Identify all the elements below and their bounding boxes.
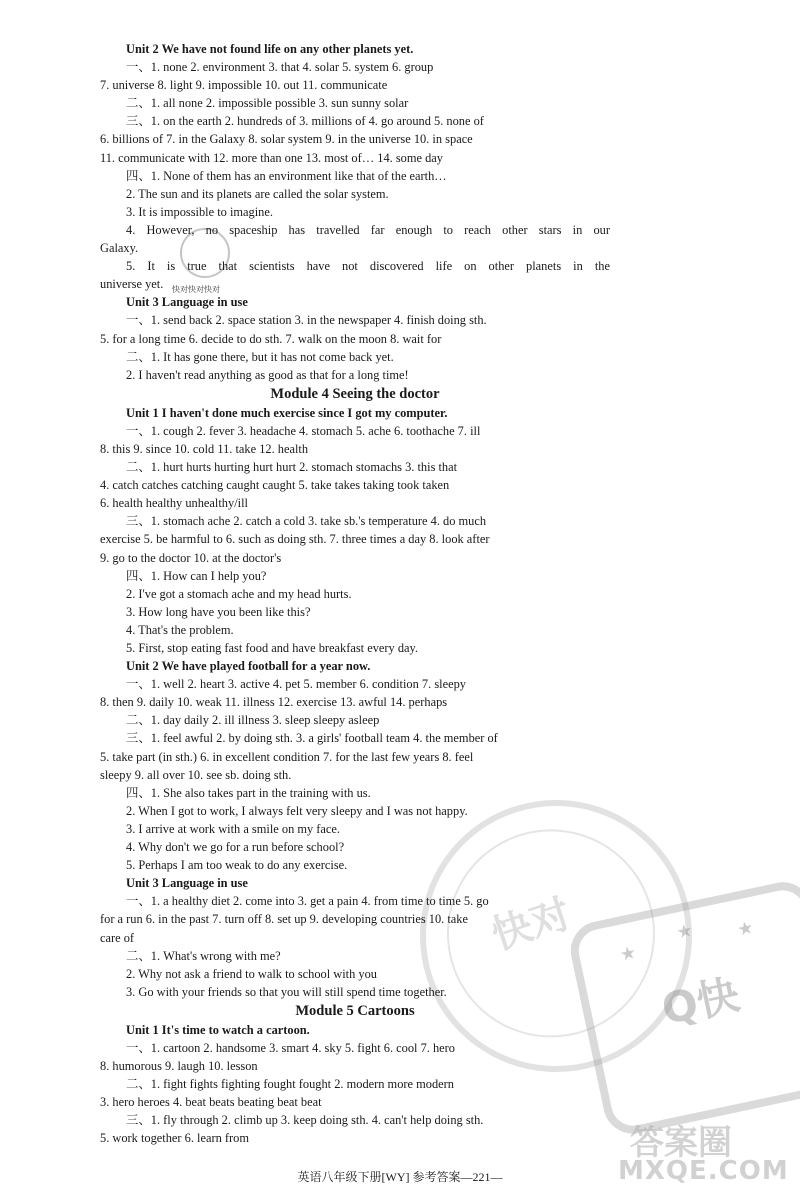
answer-line: 二、1. day daily 2. ill illness 3. sleep sleepy asleep (126, 713, 380, 728)
answer-line: 4. catch catches catching caught caught 5. take takes taking took taken (100, 478, 450, 493)
answer-line: 三、1. on the earth 2. hundreds of 3. millions of 4. go around 5. none of (126, 114, 484, 129)
star-icon: ★ (618, 941, 638, 965)
answer-line: 5. First, stop eating fast food and have breakfast every day. (126, 641, 419, 655)
answer-line: 一、1. a healthy diet 2. come into 3. get a pain 4. from time to time 5. go (126, 894, 489, 909)
answer-line: 3. It is impossible to imagine. (126, 204, 273, 219)
answer-line: 二、1. It has gone there, but it has not come back yet. (126, 349, 394, 364)
answer-line: 2. When I got to work, I always felt very sleepy and I was not happy. (126, 803, 468, 818)
watermark-small: 快对快对快对 (172, 285, 220, 294)
answer-line: 三、1. fly through 2. climb up 3. keep doing sth. 4. can't help doing sth. (126, 1113, 484, 1128)
answer-line: 3. hero heroes 4. beat beats beating beat beat (100, 1095, 322, 1110)
answer-line: 二、1. all none 2. impossible possible 3. sun sunny solar (126, 96, 409, 111)
answer-line: 3. I arrive at work with a smile on my face. (126, 821, 341, 836)
answer-line: 三、1. stomach ache 2. catch a cold 3. take sb.'s temperature 4. do much (126, 514, 487, 529)
answer-line: 7. universe 8. light 9. impossible 10. out 11. communicate (100, 78, 388, 93)
answer-line: exercise 5. be harmful to 6. such as doing sth. 7. three times a day 8. look after (100, 532, 490, 547)
answer-line: 二、1. What's wrong with me? (126, 948, 281, 963)
answer-line: 6. health healthy unhealthy/ill (100, 496, 248, 511)
answer-line: 5. for a long time 6. decide to do sth. 7. walk on the moon 8. wait for (100, 331, 442, 346)
answer-line: 三、1. feel awful 2. by doing sth. 3. a girls' football team 4. the member of (126, 731, 498, 746)
answer-line: 二、1. fight fights fighting fought fought 2. modern more modern (126, 1077, 454, 1092)
answer-line: sleepy 9. all over 10. see sb. doing sth. (100, 767, 292, 782)
unit-heading: Unit 2 We have played football for a year now. (126, 659, 371, 674)
answer-line: 一、1. cough 2. fever 3. headache 4. stomach 5. ache 6. toothache 7. ill (126, 423, 481, 438)
module-heading: Module 5 Cartoons (295, 1002, 415, 1019)
answer-line: Galaxy. (100, 241, 139, 256)
answer-line: 4. However, no spaceship has travelled far enough to reach other stars in our (126, 222, 610, 237)
watermark-badge-text: Q快 (657, 969, 744, 1034)
answer-line: care of (100, 930, 135, 945)
answer-line: 8. humorous 9. laugh 10. lesson (100, 1059, 258, 1074)
answer-line: 2. I've got a stomach ache and my head hurts. (126, 586, 352, 601)
answer-line: for a run 6. in the past 7. turn off 8. set up 9. developing countries 10. take (100, 912, 468, 927)
answer-line: 四、1. How can I help you? (126, 568, 267, 583)
answer-line: 9. go to the doctor 10. at the doctor's (100, 550, 282, 565)
answer-line: 2. Why not ask a friend to walk to school with you (126, 966, 377, 981)
answer-line: 3. Go with your friends so that you will still spend time together. (126, 984, 447, 999)
answer-line: 4. That's the problem. (126, 622, 234, 637)
answer-line: 一、1. well 2. heart 3. active 4. pet 5. member 6. condition 7. sleepy (126, 677, 466, 692)
watermark-stamp-text: 快对 (486, 890, 577, 960)
unit-heading: Unit 1 It's time to watch a cartoon. (126, 1022, 310, 1037)
star-icon: ★ (735, 917, 756, 940)
answer-line: 一、1. none 2. environment 3. that 4. solar 5. system 6. group (126, 60, 434, 75)
answer-line: 8. then 9. daily 10. weak 11. illness 12. exercise 13. awful 14. perhaps (100, 695, 448, 710)
answer-line: 8. this 9. since 10. cold 11. take 12. health (100, 441, 309, 456)
page-footer: 英语八年级下册[WY] 参考答案—221— (297, 1170, 503, 1184)
watermark-site: MXQE.COM (618, 1156, 789, 1186)
answer-line: 二、1. hurt hurts hurting hurt hurt 2. stomach stomachs 3. this that (126, 460, 458, 475)
module-heading: Module 4 Seeing the doctor (270, 385, 440, 402)
answer-line: 11. communicate with 12. more than one 13. most of… 14. some day (100, 150, 443, 165)
unit-heading: Unit 1 I haven't done much exercise since I got my computer. (126, 405, 448, 420)
answer-line: 4. Why don't we go for a run before school? (126, 840, 345, 855)
answer-line: 一、1. cartoon 2. handsome 3. smart 4. sky 5. fight 6. cool 7. hero (126, 1040, 455, 1055)
answer-line: universe yet. (100, 277, 164, 292)
answer-line: 5. Perhaps I am too weak to do any exercise. (126, 858, 348, 873)
answer-line: 3. How long have you been like this? (126, 604, 311, 619)
answer-content (100, 40, 610, 1148)
answer-line: 2. The sun and its planets are called the solar system. (126, 186, 389, 201)
unit-heading: Unit 3 Language in use (126, 876, 248, 891)
answer-line: 5. take part (in sth.) 6. in excellent condition 7. for the last few years 8. feel (100, 749, 474, 764)
answer-line: 5. It is true that scientists have not discovered life on other planets in the (126, 259, 610, 274)
answer-line: 6. billions of 7. in the Galaxy 8. solar system 9. in the universe 10. in space (100, 132, 473, 147)
answer-line: 一、1. send back 2. space station 3. in the newspaper 4. finish doing sth. (126, 313, 487, 328)
answer-line: 四、1. She also takes part in the training with us. (126, 785, 371, 800)
answer-line: 四、1. None of them has an environment like that of the earth… (126, 168, 447, 183)
answer-line: 5. work together 6. learn from (100, 1131, 249, 1146)
watermark-brand: 答案圈 (630, 1123, 732, 1163)
unit-heading: Unit 2 We have not found life on any other planets yet. (126, 42, 414, 56)
answer-line: 2. I haven't read anything as good as that for a long time! (126, 367, 409, 382)
unit-heading: Unit 3 Language in use (126, 295, 248, 310)
star-icon: ★ (674, 919, 695, 943)
